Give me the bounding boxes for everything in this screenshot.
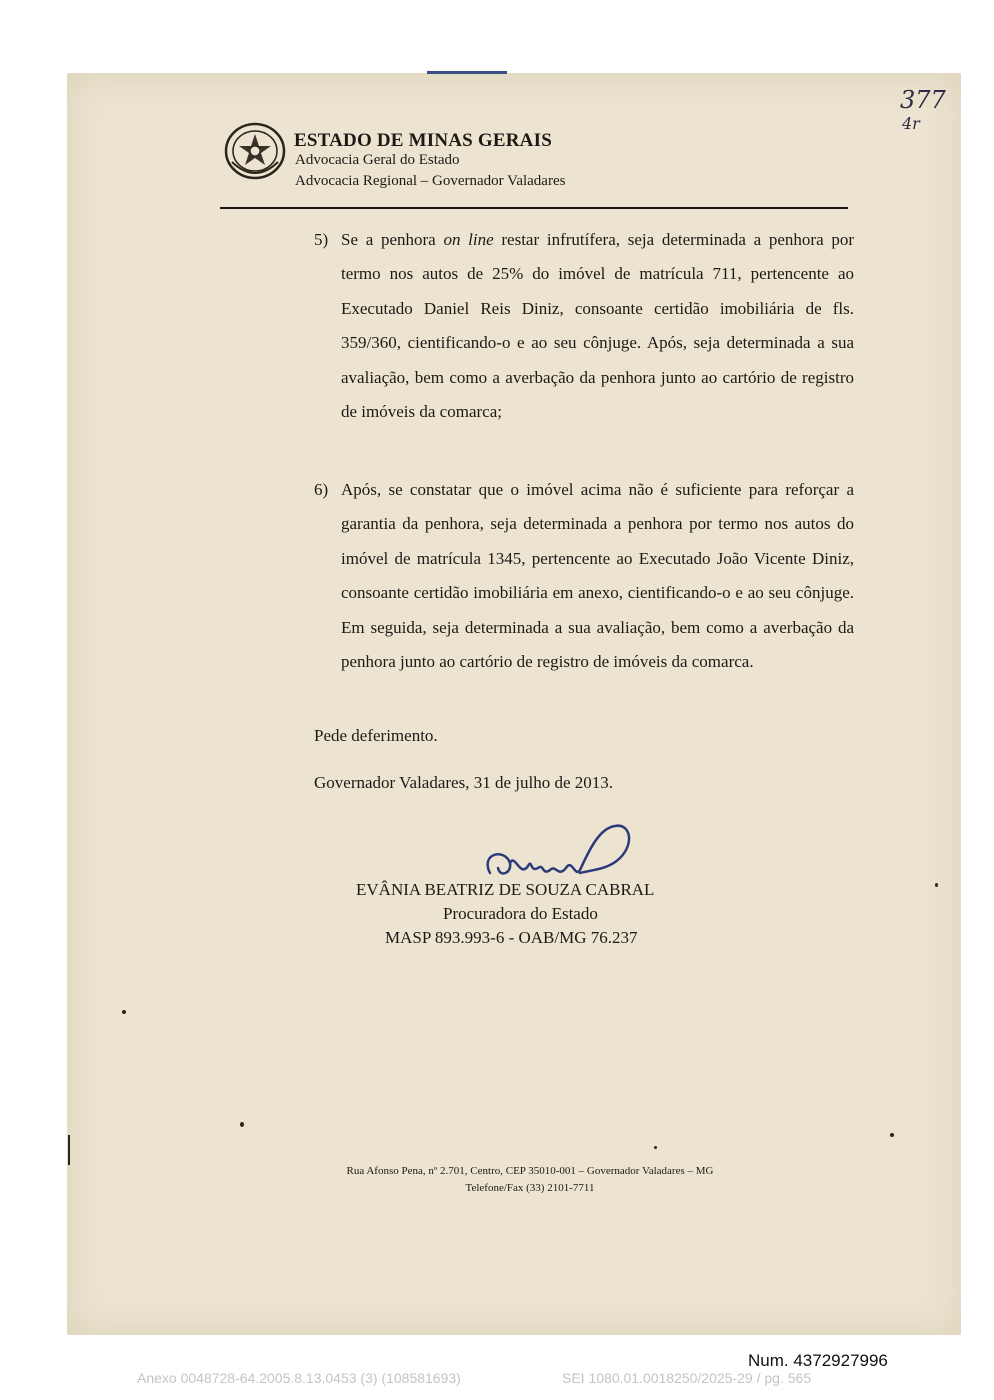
scan-speck xyxy=(68,1135,70,1165)
request-item-5 xyxy=(314,223,854,429)
scan-speck xyxy=(240,1122,244,1127)
scan-speck xyxy=(122,1010,126,1014)
scan-speck xyxy=(654,1146,657,1149)
sei-reference: SEI 1080.01.0018250/2025-29 / pg. 565 xyxy=(562,1370,812,1386)
signer-role: Procuradora do Estado xyxy=(443,904,598,923)
scan-speck xyxy=(890,1133,894,1137)
annex-reference: Anexo 0048728-64.2005.8.13.0453 (3) (108581693) xyxy=(137,1370,461,1386)
scan-speck xyxy=(935,883,938,887)
signer-registration: MASP 893.993-6 - OAB/MG 76.237 xyxy=(385,928,638,947)
header-subtitle: Advocacia Regional – Governador Valadares xyxy=(295,173,566,189)
signer-name: EVÂNIA BEATRIZ DE SOUZA CABRAL xyxy=(356,880,655,899)
item-text-part: Se a penhora xyxy=(341,230,444,249)
item-text xyxy=(341,223,854,429)
header-title: ESTADO DE MINAS GERAIS xyxy=(294,130,552,151)
item-text-part: restar infrutífera, seja determinada a penhora por termo nos autos de 25% do imóvel de matrícula 711, pertencente ao Executado Daniel Reis Diniz, consoante certidão imobiliária de fls. 359/360, cientificando-o e ao seu cônjuge. Após, seja determinada a sua avaliação, bem como a averbação da penhora junto ao cartório de registro de imóveis da comarca; xyxy=(341,230,854,422)
document-number-stamp: Num. 4372927996 xyxy=(748,1351,888,1370)
item-text-emphasis: on line xyxy=(443,230,494,249)
request-item-6 xyxy=(314,473,854,679)
header-subtitle: Advocacia Geral do Estado xyxy=(295,152,460,168)
handwritten-initials: 4r xyxy=(902,114,920,133)
item-number: 6) xyxy=(314,480,329,499)
item-text: Após, se constatar que o imóvel acima não é suficiente para reforçar a garantia da penhora, seja determinada a penhora por termo nos autos do imóvel de matrícula 1345, pertencente ao Executado João Vicente Diniz, consoante certidão imobiliária em anexo, cientificando-o e ao seu cônjuge. Em seguida, seja determinada a sua avaliação, bem como a averbação da penhora junto ao cartório de registro de imóveis da comarca. xyxy=(341,480,854,672)
footer-address: Rua Afonso Pena, nº 2.701, Centro, CEP 35010-001 – Governador Valadares – MG xyxy=(346,1165,714,1177)
coat-of-arms-icon xyxy=(224,122,286,180)
item-number: 5) xyxy=(314,230,329,249)
top-edge-mark xyxy=(427,71,507,74)
handwritten-page-number: 377 xyxy=(900,86,946,114)
footer-phone: Telefone/Fax (33) 2101-7711 xyxy=(465,1182,595,1194)
closing-phrase: Pede deferimento. xyxy=(314,726,438,745)
place-and-date: Governador Valadares, 31 de julho de 2013. xyxy=(314,773,613,792)
header-divider xyxy=(220,207,848,209)
